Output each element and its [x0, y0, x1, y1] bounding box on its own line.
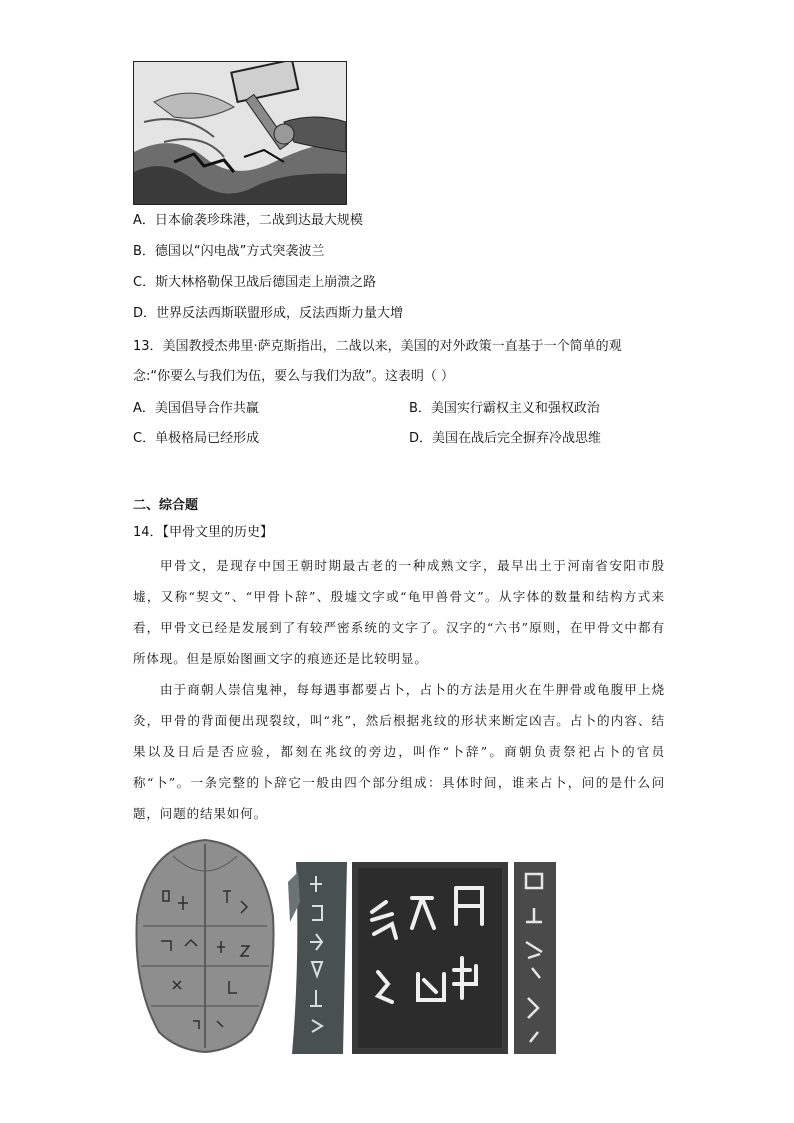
q14-paragraph-1: 甲骨文，是现存中国王朝时期最古老的一种成熟文字，最早出土于河南省安阳市殷墟，又称“契文”、“甲骨卜辞”、殷墟文字或“龟甲兽骨文”。从字体的数量和结构方式来看，甲骨文已经是发展到了有较严密系统的文字了。汉字的“六书”原则，在甲骨文中都有所体现。但是原始图画文字的痕迹还是比较明显。: [133, 558, 665, 666]
q13-option-c: C．单极格局已经形成: [133, 431, 260, 446]
q13-option-d: D．美国在战后完全摒弃冷战思维: [409, 431, 602, 446]
hammer-cartoon-image: [133, 61, 347, 205]
section-heading: 二、综合题: [133, 498, 199, 513]
oracle-bone-strip-2-image: [514, 862, 556, 1054]
q13-option-a: A．美国倡导合作共赢: [133, 401, 259, 416]
oracle-bone-strip-1-image: [288, 862, 347, 1054]
oracle-inscription-closeup-image: [352, 862, 508, 1054]
q12-option-c: C．斯大林格勒保卫战后德国走上崩溃之路: [133, 275, 377, 290]
q13-stem-line1: 13．美国教授杰弗里·萨克斯指出，二战以来，美国的对外政策一直基于一个简单的观: [133, 339, 622, 354]
q14-paragraph-2: 由于商朝人崇信鬼神，每每遇事都要占卜，占卜的方法是用火在牛胛骨或龟腹甲上烧灸，甲骨的背面便出现裂纹，叫“兆”，然后根据兆纹的形状来断定凶吉。占卜的内容、结果以及日后是否应验，都刻在兆纹的旁边，叫作“卜辞”。商朝负责祭祀占卜的官员称“卜”。一条完整的卜辞它一般由四个部分组成：具体时间，谁来占卜，问的是什么问题，问题的结果如何。: [133, 682, 665, 821]
q13-option-b: B．美国实行霸权主义和强权政治: [409, 401, 600, 416]
q12-option-a: A．日本偷袭珍珠港，二战到达最大规模: [133, 213, 363, 228]
q13-stem-line2: 念:“你要么与我们为伍，要么与我们为敌”。这表明（ ）: [133, 369, 454, 384]
q12-option-d: D．世界反法西斯联盟形成，反法西斯力量大增: [133, 306, 404, 321]
q14-title: 14．【甲骨文里的历史】: [133, 525, 274, 540]
turtle-shell-image: [133, 836, 277, 1054]
q12-option-b: B．德国以“闪电战”方式突袭波兰: [133, 244, 325, 259]
